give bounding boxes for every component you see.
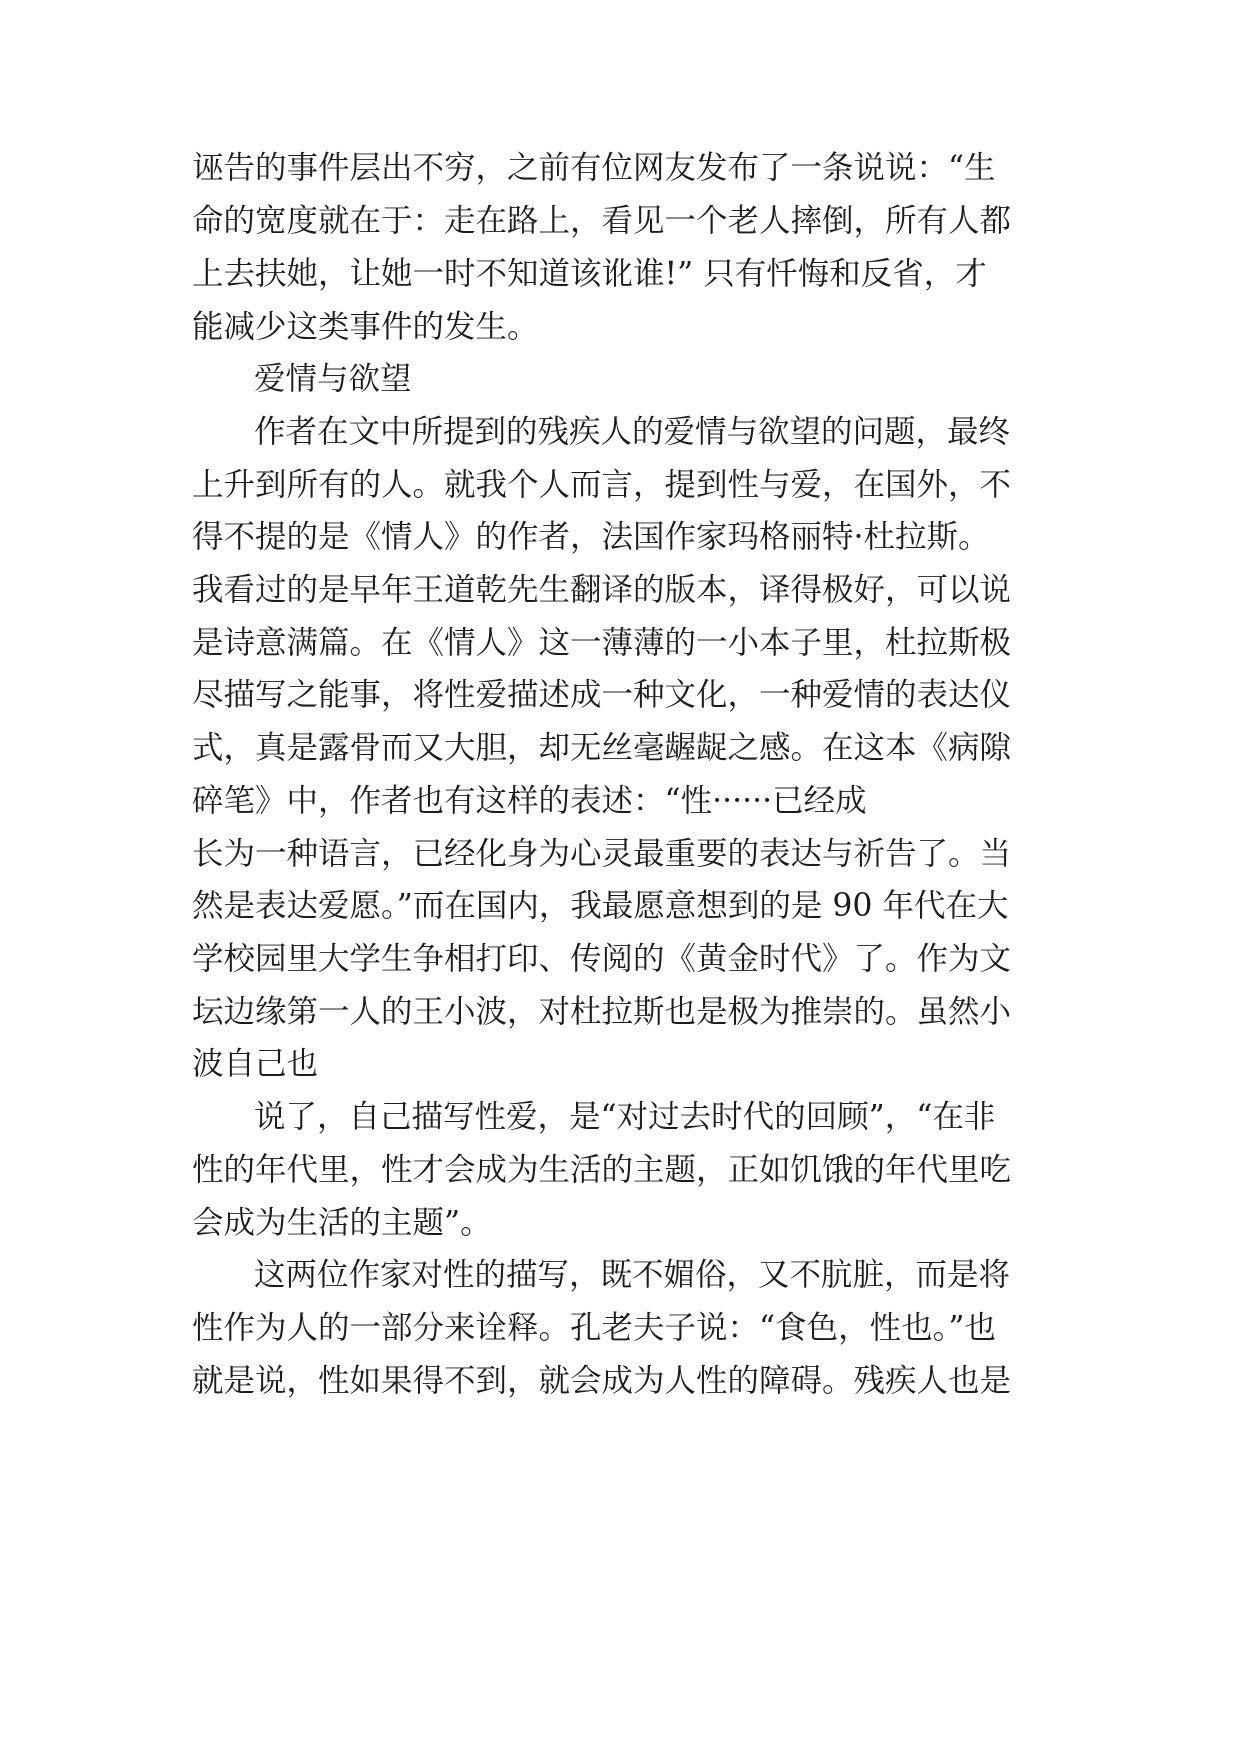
text-line: 是诗意满篇。在《情人》这一薄薄的一小本子里，杜拉斯极 bbox=[192, 625, 1012, 661]
text-line: 长为一种语言，已经化身为心灵最重要的表达与祈告了。当 bbox=[192, 836, 1012, 872]
text-line: 这两位作家对性的描写，既不媚俗，又不肮脏，而是将 bbox=[254, 1257, 1011, 1293]
text-line: 得不提的是《情人》的作者，法国作家玛格丽特·杜拉斯。 bbox=[192, 519, 990, 555]
text-line: 作者在文中所提到的残疾人的爱情与欲望的问题，最终 bbox=[254, 414, 1011, 450]
text-line: 上去扶她，让她一时不知道该讹谁!” 只有忏悔和反省，才 bbox=[192, 256, 987, 292]
text-line: 碎笔》中，作者也有这样的表述：“性······已经成 bbox=[192, 783, 867, 819]
text-line: 波自己也 bbox=[192, 1046, 319, 1082]
text-line: 尽描写之能事，将性爱描述成一种文化，一种爱情的表达仪 bbox=[192, 677, 1012, 713]
text-line: 式，真是露骨而又大胆，却无丝毫龌龊之感。在这本《病隙 bbox=[192, 730, 1012, 766]
text-line: 说了，自己描写性爱，是“对过去时代的回顾”，“在非 bbox=[254, 1099, 996, 1135]
text-line: 诬告的事件层出不穷，之前有位网友发布了一条说说：“生 bbox=[192, 150, 996, 186]
text-line: 性的年代里，性才会成为生活的主题，正如饥饿的年代里吃 bbox=[192, 1152, 1012, 1188]
text-line: 就是说，性如果得不到，就会成为人性的障碍。残疾人也是 bbox=[192, 1363, 1012, 1399]
text-line: 学校园里大学生争相打印、传阅的《黄金时代》了。作为文 bbox=[192, 941, 1012, 977]
text-line: 命的宽度就在于：走在路上，看见一个老人摔倒，所有人都 bbox=[192, 203, 1012, 239]
section-heading: 爱情与欲望 bbox=[254, 361, 412, 397]
text-line: 上升到所有的人。就我个人而言，提到性与爱，在国外，不 bbox=[192, 467, 1012, 503]
text-line: 能减少这类事件的发生。 bbox=[192, 309, 539, 345]
text-line: 坛边缘第一人的王小波，对杜拉斯也是极为推崇的。虽然小 bbox=[192, 994, 1012, 1030]
text-line: 然是表达爱愿。”而在国内，我最愿意想到的是 90 年代在大 bbox=[192, 888, 1009, 924]
text-line: 我看过的是早年王道乾先生翻译的版本，译得极好，可以说 bbox=[192, 572, 1012, 608]
text-line: 会成为生活的主题”。 bbox=[192, 1205, 492, 1241]
text-line: 性作为人的一部分来诠释。孔老夫子说：“食色，性也。”也 bbox=[192, 1310, 996, 1346]
